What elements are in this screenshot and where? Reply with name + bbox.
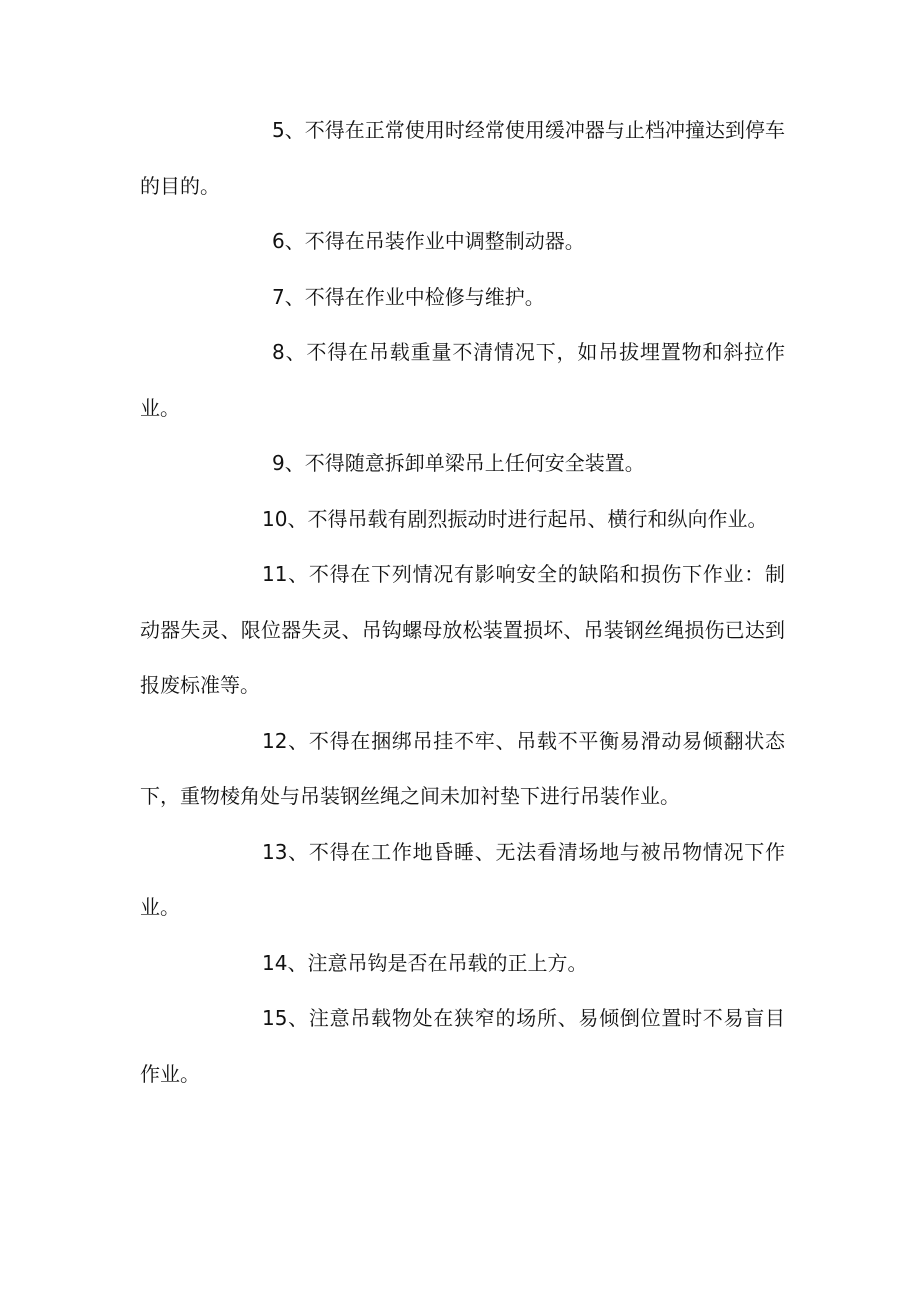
item-number: 12 <box>262 728 288 753</box>
item-text: 、不得在正常使用时经常使用缓冲器与止档冲撞达到停车的目的。 <box>140 118 785 198</box>
item-number: 8 <box>272 340 285 364</box>
item-text: 、不得在吊装作业中调整制动器。 <box>284 229 585 253</box>
item-number: 15 <box>262 1006 288 1030</box>
document-body <box>140 103 785 1102</box>
item-number: 11 <box>262 562 288 586</box>
paragraph-item-8 <box>140 325 785 436</box>
item-text: 、不得在捆绑吊挂不牢、吊载不平衡易滑动易倾翻状态下，重物棱角处与吊装钢丝绳之间未加衬垫下进行吊装作业。 <box>140 728 785 808</box>
item-number: 13 <box>262 839 288 864</box>
paragraph-item-9 <box>140 436 785 492</box>
paragraph-item-11 <box>140 547 785 714</box>
item-text: 、不得随意拆卸单梁吊上任何安全装置。 <box>284 451 645 475</box>
item-number: 14 <box>262 950 288 975</box>
item-text: 、不得吊载有剧烈振动时进行起吊、横行和纵向作业。 <box>287 506 768 531</box>
item-number: 9 <box>272 451 285 475</box>
item-number: 5 <box>272 118 285 142</box>
paragraph-item-12 <box>140 714 785 825</box>
paragraph-item-14 <box>140 936 785 992</box>
item-text: 、不得在吊载重量不清情况下，如吊拔埋置物和斜拉作业。 <box>140 340 785 420</box>
item-text: 、不得在作业中检修与维护。 <box>284 284 545 309</box>
item-text: 、注意吊载物处在狭窄的场所、易倾倒位置时不易盲目作业。 <box>140 1006 785 1086</box>
paragraph-item-5 <box>140 103 785 214</box>
paragraph-item-10 <box>140 492 785 548</box>
item-text: 、注意吊钩是否在吊载的正上方。 <box>287 950 588 975</box>
item-text: 、不得在工作地昏睡、无法看清场地与被吊物情况下作业。 <box>140 839 785 919</box>
item-text: 、不得在下列情况有影响安全的缺陷和损伤下作业：制动器失灵、限位器失灵、吊钩螺母放松装置损坏、吊装钢丝绳损伤已达到报废标准等。 <box>140 562 785 697</box>
paragraph-item-15 <box>140 991 785 1102</box>
paragraph-item-13 <box>140 825 785 936</box>
item-number: 6 <box>272 229 285 253</box>
paragraph-item-6 <box>140 214 785 270</box>
item-number: 10 <box>262 506 288 531</box>
item-number: 7 <box>272 284 285 309</box>
paragraph-item-7 <box>140 270 785 326</box>
